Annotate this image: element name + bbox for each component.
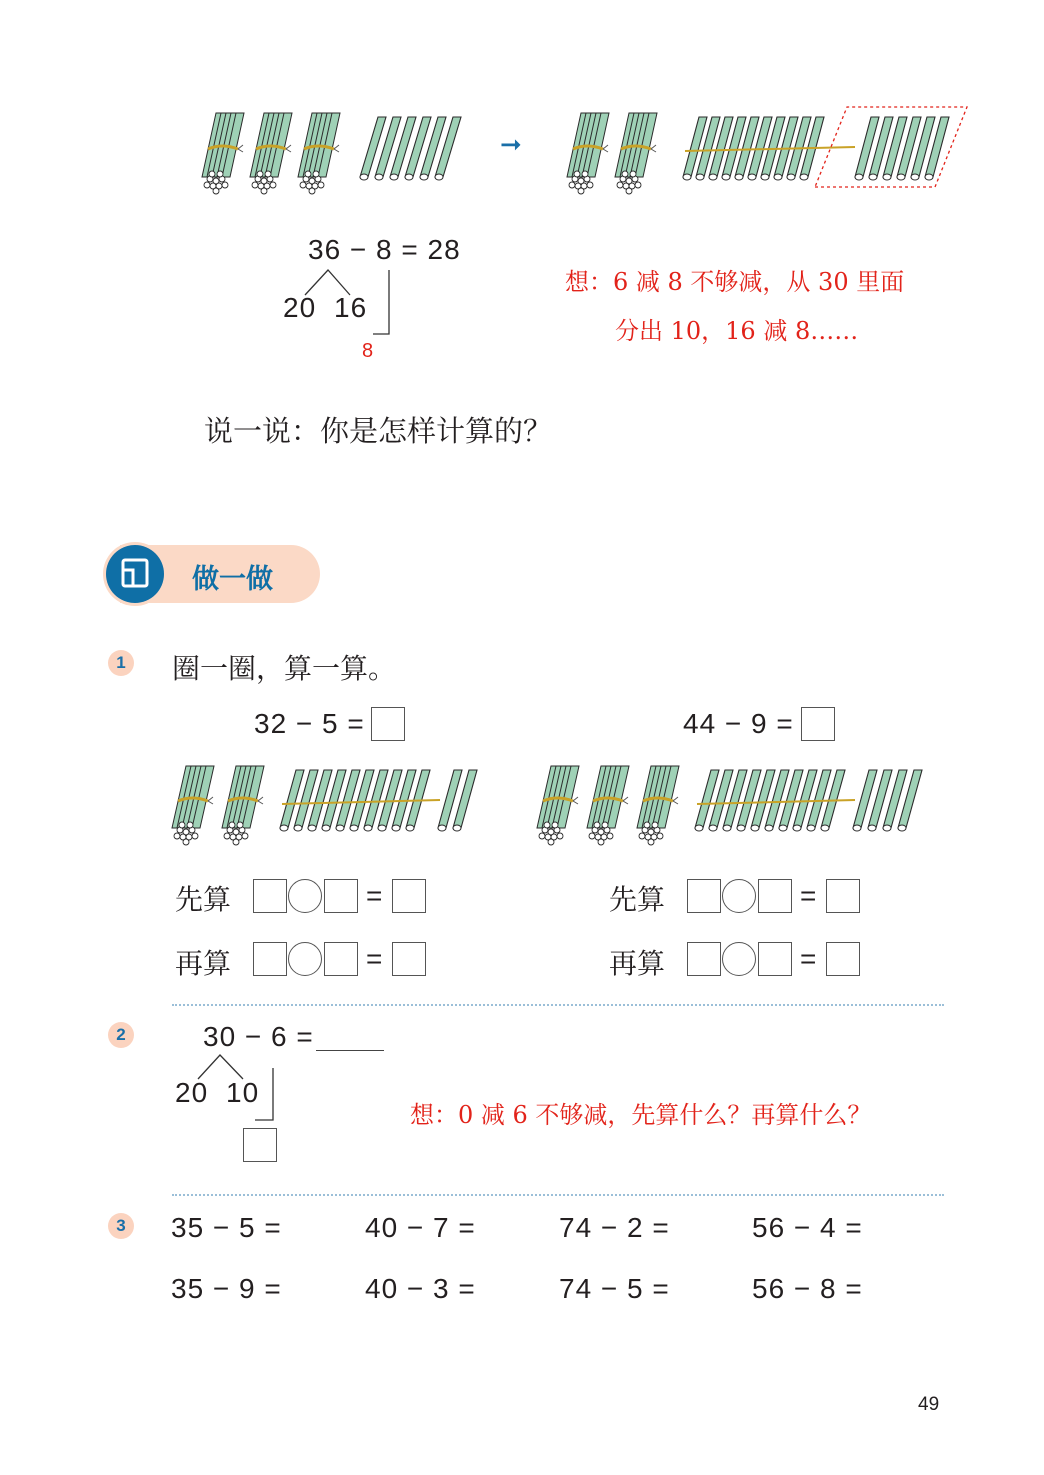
q1-right-sticks <box>533 760 943 840</box>
q1-left-equation: 32 − 5 = <box>254 708 365 739</box>
q1-right-answer-box[interactable] <box>801 707 835 741</box>
question-number-1: 1 <box>108 650 134 676</box>
q1-right-step1-box-b[interactable] <box>758 879 792 913</box>
stick-bundle <box>172 766 214 845</box>
q3-item[interactable]: 40 − 7 = <box>365 1212 476 1243</box>
discussion-prompt: 说一说：你是怎样计算的？ <box>204 414 553 448</box>
q1-left-step1-label: 先算 <box>175 883 232 916</box>
q1-right-step2-operator-circle[interactable] <box>722 942 756 976</box>
sticks-illustration-before <box>200 105 470 190</box>
q1-right-step1-result[interactable] <box>826 879 860 913</box>
example-hint-line1: 想：6 减 8 不够减，从 30 里面 <box>565 268 905 296</box>
q1-left-step2-box-b[interactable] <box>324 942 358 976</box>
q1-right-step1-box-a[interactable] <box>687 879 721 913</box>
q3-item[interactable]: 40 − 3 = <box>365 1273 476 1304</box>
split-left-number: 20 <box>283 292 317 323</box>
example-equation: 36 − 8 = 28 <box>308 234 461 265</box>
q1-right-step1-label: 先算 <box>609 883 666 916</box>
q1-left-sticks <box>168 760 498 840</box>
q1-right-step1-equals: = <box>800 880 818 911</box>
split-right-number: 16 <box>334 292 368 323</box>
q1-right-step1-operator-circle[interactable] <box>722 879 756 913</box>
q2-partial-box[interactable] <box>243 1128 277 1162</box>
q1-right-step2-label: 再算 <box>609 947 666 980</box>
stick-bundle <box>615 113 657 194</box>
section-icon <box>106 545 164 603</box>
q1-left-step2-box-a[interactable] <box>253 942 287 976</box>
partial-result: 8 <box>362 340 375 362</box>
q1-left-step1-box-b[interactable] <box>324 879 358 913</box>
q1-right-equation: 44 − 9 = <box>683 708 794 739</box>
stick-bundle <box>587 766 629 845</box>
q1-left-step2-equals: = <box>366 943 384 974</box>
q3-item[interactable]: 56 − 4 = <box>752 1212 863 1243</box>
example-hint-line2: 分出 10，16 减 8…… <box>615 317 859 345</box>
q2-split-left-number: 20 <box>175 1077 209 1108</box>
q3-item[interactable]: 35 − 9 = <box>171 1273 282 1304</box>
stick-bundle <box>250 113 292 194</box>
q2-hint: 想：0 减 6 不够减，先算什么？再算什么？ <box>410 1101 872 1129</box>
q2-split-right-number: 10 <box>226 1077 260 1108</box>
q1-left-answer-box[interactable] <box>371 707 405 741</box>
q1-right-step2-box-a[interactable] <box>687 942 721 976</box>
stick-bundle <box>567 113 609 194</box>
q1-right-step2-box-b[interactable] <box>758 942 792 976</box>
divider-2 <box>172 1194 944 1196</box>
q3-item[interactable]: 56 − 8 = <box>752 1273 863 1304</box>
section-title: 做一做 <box>192 564 273 595</box>
q2-equation: 30 − 6 = <box>203 1021 314 1052</box>
stick-bundle <box>537 766 579 845</box>
q1-right-step2-result[interactable] <box>826 942 860 976</box>
stick-bundle <box>637 766 679 845</box>
q1-left-step2-operator-circle[interactable] <box>288 942 322 976</box>
question-number-3: 3 <box>108 1213 134 1239</box>
arrow-icon: ➞ <box>500 130 522 160</box>
divider-1 <box>172 1004 944 1006</box>
stick-bundle <box>202 113 244 194</box>
q1-left-step1-operator-circle[interactable] <box>288 879 322 913</box>
q1-instruction: 圈一圈，算一算。 <box>172 652 397 685</box>
q1-left-step1-equals: = <box>366 880 384 911</box>
question-number-2: 2 <box>108 1022 134 1048</box>
sticks-illustration-after <box>565 105 975 190</box>
stick-bundle <box>298 113 340 194</box>
page-number: 49 <box>918 1394 940 1415</box>
q1-left-step1-box-a[interactable] <box>253 879 287 913</box>
q3-item[interactable]: 74 − 5 = <box>559 1273 670 1304</box>
q1-left-step2-result[interactable] <box>392 942 426 976</box>
notebook-icon <box>106 545 164 603</box>
q3-item[interactable]: 35 − 5 = <box>171 1212 282 1243</box>
q1-left-step1-result[interactable] <box>392 879 426 913</box>
stick-bundle <box>222 766 264 845</box>
q1-left-step2-label: 再算 <box>175 947 232 980</box>
q2-answer-blank[interactable] <box>316 1050 384 1051</box>
q3-item[interactable]: 74 − 2 = <box>559 1212 670 1243</box>
q1-right-step2-equals: = <box>800 943 818 974</box>
